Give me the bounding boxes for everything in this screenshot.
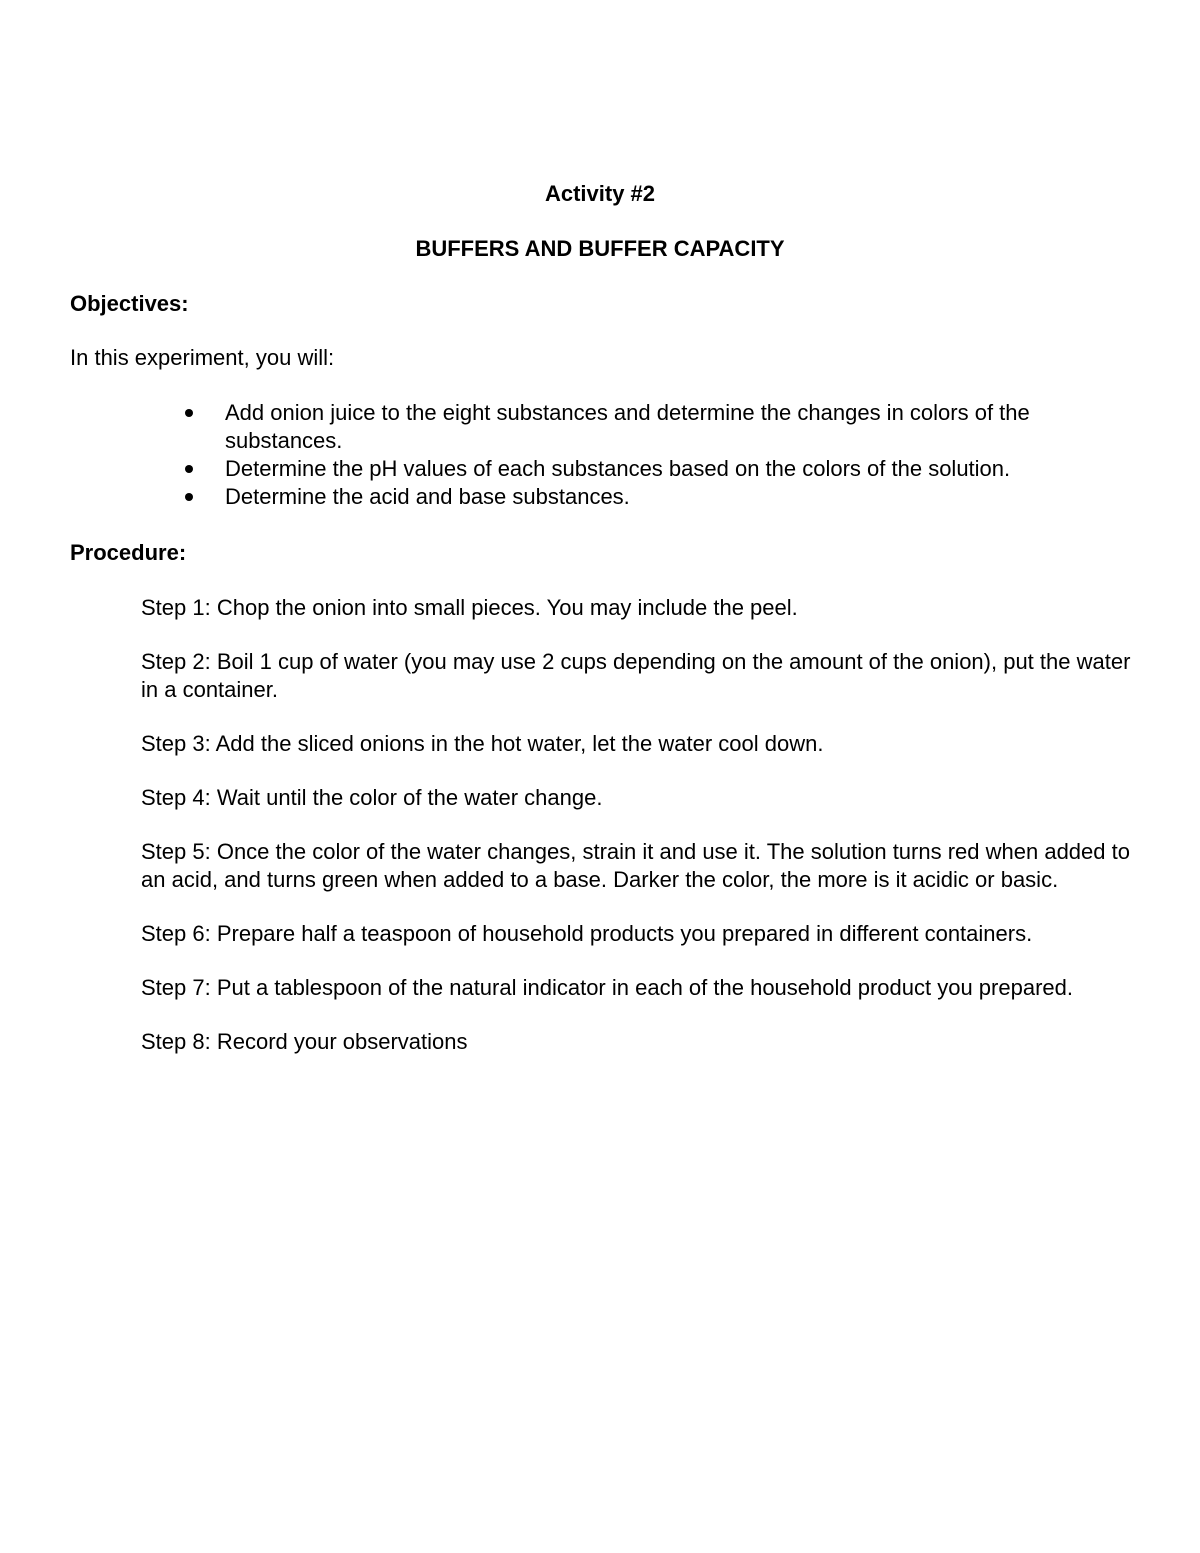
bullet-icon xyxy=(185,465,193,473)
objective-text: Determine the pH values of each substances based on the colors of the solution. xyxy=(225,456,1011,481)
objectives-heading: Objectives: xyxy=(70,291,189,316)
bullet-icon xyxy=(185,409,193,417)
procedure-steps xyxy=(141,594,1141,1082)
procedure-step: Step 1: Chop the onion into small pieces. You may include the peel. xyxy=(141,595,798,620)
objective-item xyxy=(185,455,1105,483)
objectives-intro: In this experiment, you will: xyxy=(70,345,335,370)
objective-item xyxy=(185,399,1105,455)
objective-text: Add onion juice to the eight substances and determine the changes in colors of the substances. xyxy=(225,400,1030,453)
procedure-step: Step 2: Boil 1 cup of water (you may use 2 cups depending on the amount of the onion), put the water in a container. xyxy=(141,649,1131,702)
procedure-step: Step 3: Add the sliced onions in the hot water, let the water cool down. xyxy=(141,731,824,756)
procedure-step: Step 7: Put a tablespoon of the natural indicator in each of the household product you prepared. xyxy=(141,975,1073,1000)
procedure-step: Step 8: Record your observations xyxy=(141,1029,468,1054)
procedure-heading: Procedure: xyxy=(70,540,187,565)
bullet-icon xyxy=(185,493,193,501)
procedure-step: Step 4: Wait until the color of the water change. xyxy=(141,785,603,810)
objectives-list xyxy=(185,399,1105,511)
document-title: BUFFERS AND BUFFER CAPACITY xyxy=(415,236,785,261)
procedure-step: Step 5: Once the color of the water changes, strain it and use it. The solution turns red when added to an acid, and turns green when added to a base. Darker the color, the more is it acidic or basic. xyxy=(141,839,1130,892)
procedure-step: Step 6: Prepare half a teaspoon of household products you prepared in different containers. xyxy=(141,921,1033,946)
objective-text: Determine the acid and base substances. xyxy=(225,484,630,509)
activity-title: Activity #2 xyxy=(544,181,656,206)
objective-item xyxy=(185,483,1105,511)
